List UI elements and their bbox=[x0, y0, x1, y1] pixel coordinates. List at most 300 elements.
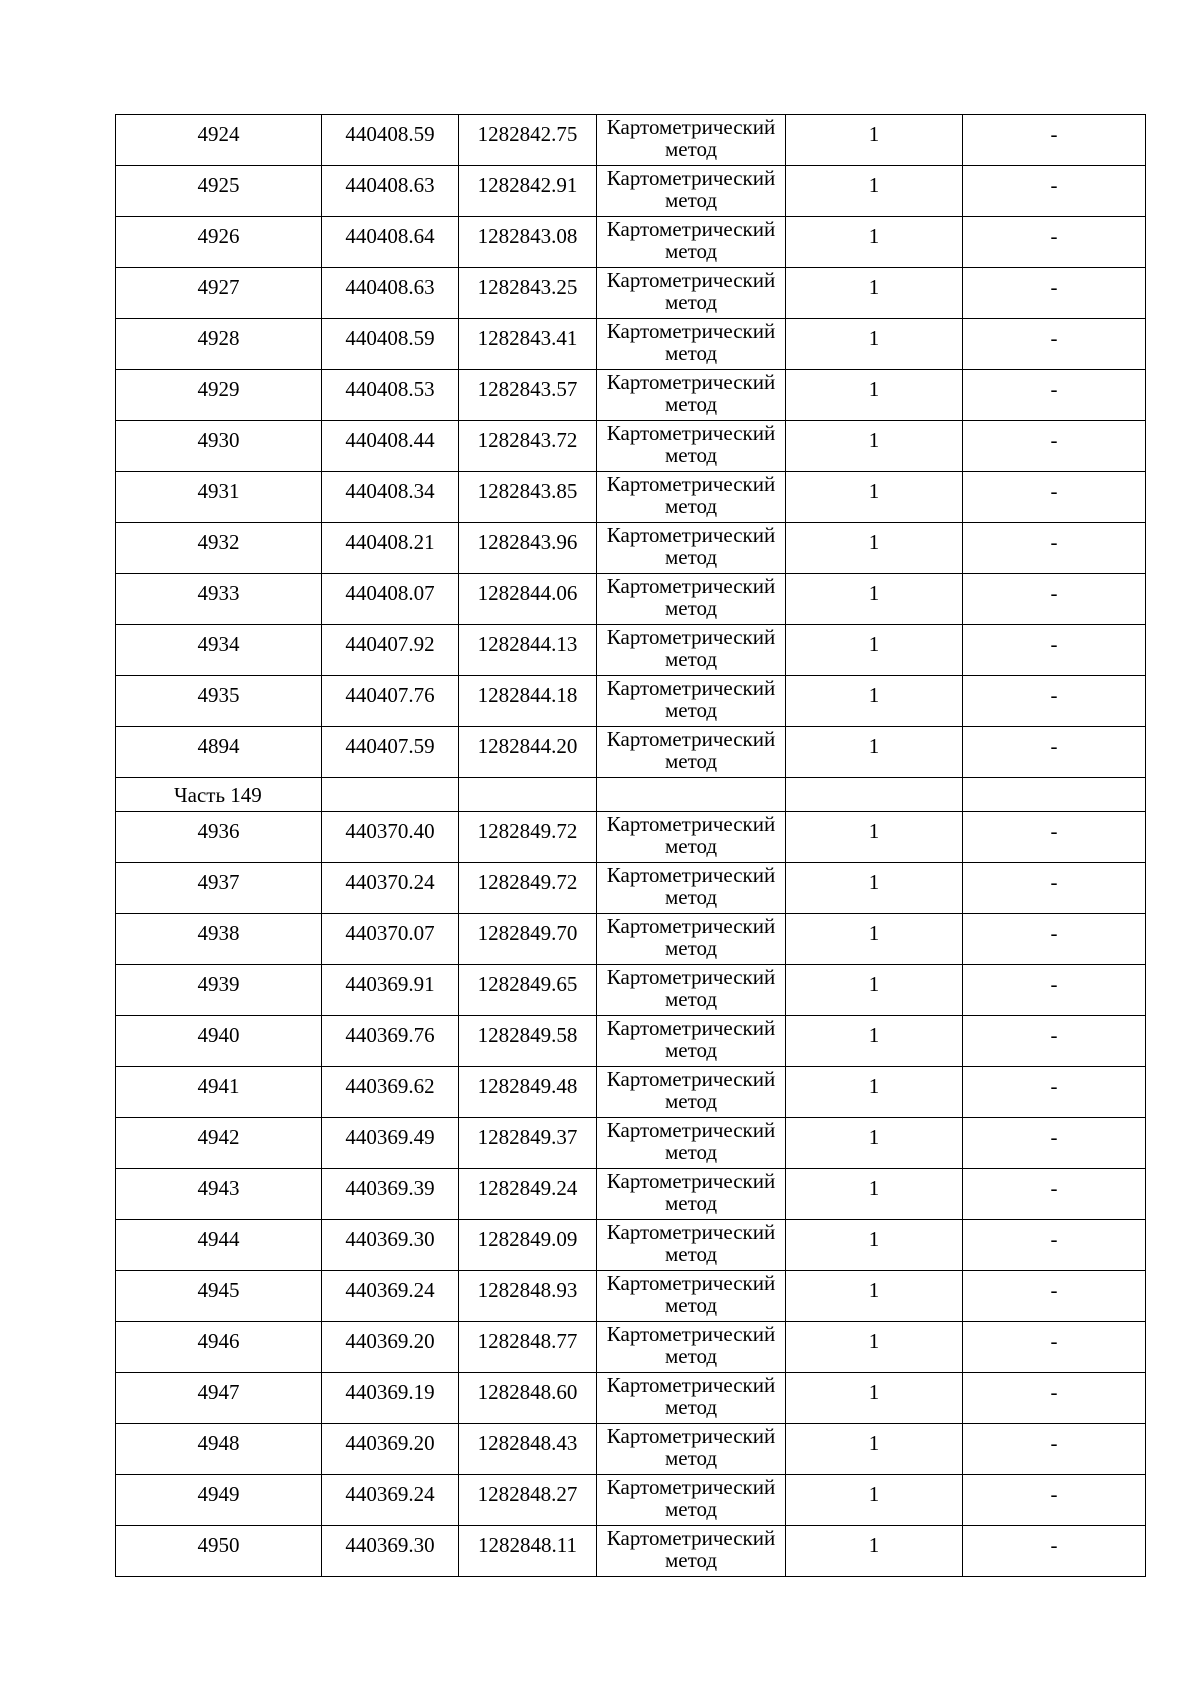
note-cell bbox=[963, 1271, 1146, 1322]
method-label-line1: Картометрический bbox=[606, 217, 776, 241]
note-value: - bbox=[1050, 1329, 1058, 1353]
x-coordinate-cell bbox=[322, 1220, 459, 1271]
accuracy-cell bbox=[786, 319, 963, 370]
method-label-line2: метод bbox=[664, 443, 718, 467]
x-coordinate-cell bbox=[322, 1373, 459, 1424]
y-coordinate-cell bbox=[459, 1424, 597, 1475]
x-coordinate-cell bbox=[322, 421, 459, 472]
method-cell bbox=[597, 1424, 786, 1475]
x-coordinate-cell bbox=[322, 914, 459, 965]
y-coordinate: 1282849.65 bbox=[477, 972, 578, 996]
method-cell bbox=[597, 1067, 786, 1118]
point-number-cell bbox=[116, 319, 322, 370]
table-row bbox=[116, 1475, 1146, 1526]
empty-cell bbox=[597, 778, 786, 812]
x-coordinate: 440369.62 bbox=[345, 1074, 435, 1098]
y-coordinate: 1282848.77 bbox=[477, 1329, 578, 1353]
x-coordinate: 440408.63 bbox=[345, 173, 435, 197]
y-coordinate: 1282843.72 bbox=[477, 428, 578, 452]
note-cell bbox=[963, 472, 1146, 523]
x-coordinate-cell bbox=[322, 217, 459, 268]
y-coordinate: 1282843.25 bbox=[477, 275, 578, 299]
point-number: 4924 bbox=[197, 122, 240, 146]
point-number: 4946 bbox=[197, 1329, 240, 1353]
accuracy-value: 1 bbox=[868, 1227, 880, 1251]
accuracy-value: 1 bbox=[868, 224, 880, 248]
point-number: 4894 bbox=[197, 734, 240, 758]
method-label-line1: Картометрический bbox=[606, 1169, 776, 1193]
method-cell bbox=[597, 727, 786, 778]
method-label-line2: метод bbox=[664, 698, 718, 722]
x-coordinate: 440407.92 bbox=[345, 632, 435, 656]
y-coordinate: 1282842.75 bbox=[477, 122, 578, 146]
accuracy-value: 1 bbox=[868, 1023, 880, 1047]
method-cell bbox=[597, 319, 786, 370]
method-label-line1: Картометрический bbox=[606, 676, 776, 700]
y-coordinate: 1282843.08 bbox=[477, 224, 578, 248]
table-row bbox=[116, 166, 1146, 217]
note-value: - bbox=[1050, 819, 1058, 843]
method-cell bbox=[597, 812, 786, 863]
x-coordinate-cell bbox=[322, 574, 459, 625]
x-coordinate: 440408.63 bbox=[345, 275, 435, 299]
x-coordinate: 440407.76 bbox=[345, 683, 435, 707]
accuracy-cell bbox=[786, 1169, 963, 1220]
x-coordinate-cell bbox=[322, 1322, 459, 1373]
note-value: - bbox=[1050, 921, 1058, 945]
note-value: - bbox=[1050, 1533, 1058, 1557]
method-label-line2: метод bbox=[664, 137, 718, 161]
method-label-line2: метод bbox=[664, 545, 718, 569]
x-coordinate-cell bbox=[322, 370, 459, 421]
y-coordinate-cell bbox=[459, 574, 597, 625]
x-coordinate: 440408.59 bbox=[345, 122, 435, 146]
y-coordinate-cell bbox=[459, 863, 597, 914]
empty-cell bbox=[459, 778, 597, 812]
x-coordinate: 440369.39 bbox=[345, 1176, 435, 1200]
table-row bbox=[116, 1169, 1146, 1220]
accuracy-cell bbox=[786, 421, 963, 472]
point-number: 4927 bbox=[197, 275, 240, 299]
y-coordinate-cell bbox=[459, 1220, 597, 1271]
note-cell bbox=[963, 217, 1146, 268]
point-number-cell bbox=[116, 863, 322, 914]
method-label-line1: Картометрический bbox=[606, 1373, 776, 1397]
accuracy-cell bbox=[786, 1067, 963, 1118]
accuracy-cell bbox=[786, 1322, 963, 1373]
note-value: - bbox=[1050, 326, 1058, 350]
y-coordinate: 1282844.18 bbox=[477, 683, 578, 707]
x-coordinate: 440408.64 bbox=[345, 224, 435, 248]
method-label-line2: метод bbox=[664, 936, 718, 960]
table-row bbox=[116, 812, 1146, 863]
table-row bbox=[116, 421, 1146, 472]
accuracy-value: 1 bbox=[868, 921, 880, 945]
note-cell bbox=[963, 863, 1146, 914]
x-coordinate: 440369.91 bbox=[345, 972, 435, 996]
point-number: 4925 bbox=[197, 173, 240, 197]
y-coordinate: 1282849.24 bbox=[477, 1176, 578, 1200]
note-value: - bbox=[1050, 1278, 1058, 1302]
method-label-line1: Картометрический bbox=[606, 421, 776, 445]
method-cell bbox=[597, 1475, 786, 1526]
note-cell bbox=[963, 574, 1146, 625]
accuracy-cell bbox=[786, 1271, 963, 1322]
x-coordinate: 440370.07 bbox=[345, 921, 435, 945]
note-cell bbox=[963, 1016, 1146, 1067]
note-value: - bbox=[1050, 224, 1058, 248]
method-label-line1: Картометрический bbox=[606, 523, 776, 547]
accuracy-value: 1 bbox=[868, 1278, 880, 1302]
accuracy-cell bbox=[786, 1016, 963, 1067]
x-coordinate-cell bbox=[322, 676, 459, 727]
point-number-cell bbox=[116, 1424, 322, 1475]
y-coordinate-cell bbox=[459, 1067, 597, 1118]
y-coordinate-cell bbox=[459, 421, 597, 472]
note-cell bbox=[963, 1169, 1146, 1220]
accuracy-value: 1 bbox=[868, 1431, 880, 1455]
note-value: - bbox=[1050, 632, 1058, 656]
y-coordinate-cell bbox=[459, 319, 597, 370]
x-coordinate: 440369.49 bbox=[345, 1125, 435, 1149]
point-number-cell bbox=[116, 965, 322, 1016]
accuracy-value: 1 bbox=[868, 1533, 880, 1557]
accuracy-value: 1 bbox=[868, 479, 880, 503]
method-label-line1: Картометрический bbox=[606, 1271, 776, 1295]
method-label-line1: Картометрический bbox=[606, 1067, 776, 1091]
y-coordinate-cell bbox=[459, 217, 597, 268]
accuracy-value: 1 bbox=[868, 1176, 880, 1200]
accuracy-cell bbox=[786, 268, 963, 319]
note-cell bbox=[963, 812, 1146, 863]
method-label-line2: метод bbox=[664, 1446, 718, 1470]
note-value: - bbox=[1050, 1380, 1058, 1404]
y-coordinate: 1282849.37 bbox=[477, 1125, 578, 1149]
note-value: - bbox=[1050, 1176, 1058, 1200]
accuracy-value: 1 bbox=[868, 1482, 880, 1506]
method-label-line1: Картометрический bbox=[606, 812, 776, 836]
y-coordinate-cell bbox=[459, 523, 597, 574]
method-cell bbox=[597, 676, 786, 727]
y-coordinate-cell bbox=[459, 115, 597, 166]
accuracy-cell bbox=[786, 574, 963, 625]
x-coordinate-cell bbox=[322, 625, 459, 676]
x-coordinate: 440408.44 bbox=[345, 428, 435, 452]
y-coordinate: 1282848.43 bbox=[477, 1431, 578, 1455]
method-cell bbox=[597, 574, 786, 625]
point-number: 4936 bbox=[197, 819, 240, 843]
table-row bbox=[116, 727, 1146, 778]
note-value: - bbox=[1050, 581, 1058, 605]
y-coordinate-cell bbox=[459, 727, 597, 778]
y-coordinate-cell bbox=[459, 166, 597, 217]
point-number-cell bbox=[116, 812, 322, 863]
method-label-line2: метод bbox=[664, 596, 718, 620]
table-row bbox=[116, 1271, 1146, 1322]
method-cell bbox=[597, 1118, 786, 1169]
point-number-cell bbox=[116, 1475, 322, 1526]
y-coordinate-cell bbox=[459, 1322, 597, 1373]
x-coordinate-cell bbox=[322, 1067, 459, 1118]
accuracy-cell bbox=[786, 166, 963, 217]
note-value: - bbox=[1050, 275, 1058, 299]
x-coordinate: 440408.53 bbox=[345, 377, 435, 401]
point-number: 4938 bbox=[197, 921, 240, 945]
accuracy-cell bbox=[786, 472, 963, 523]
x-coordinate-cell bbox=[322, 115, 459, 166]
point-number: 4934 bbox=[197, 632, 240, 656]
method-cell bbox=[597, 625, 786, 676]
method-cell bbox=[597, 472, 786, 523]
x-coordinate: 440370.40 bbox=[345, 819, 435, 843]
method-cell bbox=[597, 1373, 786, 1424]
point-number-cell bbox=[116, 1271, 322, 1322]
method-cell bbox=[597, 421, 786, 472]
method-label-line1: Картометрический bbox=[606, 1118, 776, 1142]
x-coordinate-cell bbox=[322, 863, 459, 914]
note-cell bbox=[963, 676, 1146, 727]
note-cell bbox=[963, 1424, 1146, 1475]
part-header-row bbox=[116, 778, 1146, 812]
method-label-line1: Картометрический bbox=[606, 472, 776, 496]
accuracy-value: 1 bbox=[868, 1380, 880, 1404]
x-coordinate: 440408.59 bbox=[345, 326, 435, 350]
note-value: - bbox=[1050, 870, 1058, 894]
method-cell bbox=[597, 965, 786, 1016]
accuracy-value: 1 bbox=[868, 581, 880, 605]
method-label-line1: Картометрический bbox=[606, 1475, 776, 1499]
point-number: 4929 bbox=[197, 377, 240, 401]
point-number-cell bbox=[116, 1322, 322, 1373]
accuracy-cell bbox=[786, 965, 963, 1016]
note-cell bbox=[963, 625, 1146, 676]
method-cell bbox=[597, 1322, 786, 1373]
x-coordinate: 440369.30 bbox=[345, 1227, 435, 1251]
point-number: 4926 bbox=[197, 224, 240, 248]
coordinates-table bbox=[115, 114, 1146, 1577]
method-label-line1: Картометрический bbox=[606, 1526, 776, 1550]
point-number-cell bbox=[116, 166, 322, 217]
x-coordinate: 440369.24 bbox=[345, 1482, 435, 1506]
x-coordinate-cell bbox=[322, 166, 459, 217]
method-label-line1: Картометрический bbox=[606, 914, 776, 938]
note-value: - bbox=[1050, 734, 1058, 758]
note-cell bbox=[963, 523, 1146, 574]
method-label-line2: метод bbox=[664, 647, 718, 671]
point-number-cell bbox=[116, 115, 322, 166]
part-label-cell bbox=[116, 778, 322, 812]
accuracy-cell bbox=[786, 625, 963, 676]
point-number: 4945 bbox=[197, 1278, 240, 1302]
y-coordinate: 1282843.41 bbox=[477, 326, 578, 350]
point-number-cell bbox=[116, 268, 322, 319]
note-value: - bbox=[1050, 972, 1058, 996]
x-coordinate-cell bbox=[322, 1526, 459, 1577]
table-row bbox=[116, 1067, 1146, 1118]
note-cell bbox=[963, 965, 1146, 1016]
y-coordinate: 1282843.85 bbox=[477, 479, 578, 503]
point-number: 4930 bbox=[197, 428, 240, 452]
method-label-line1: Картометрический bbox=[606, 319, 776, 343]
note-value: - bbox=[1050, 479, 1058, 503]
table-row bbox=[116, 1220, 1146, 1271]
method-cell bbox=[597, 523, 786, 574]
y-coordinate: 1282849.72 bbox=[477, 870, 578, 894]
y-coordinate-cell bbox=[459, 625, 597, 676]
x-coordinate: 440369.19 bbox=[345, 1380, 435, 1404]
note-cell bbox=[963, 1220, 1146, 1271]
note-cell bbox=[963, 268, 1146, 319]
point-number-cell bbox=[116, 727, 322, 778]
point-number: 4941 bbox=[197, 1074, 240, 1098]
note-cell bbox=[963, 421, 1146, 472]
method-label-line1: Картометрический bbox=[606, 1016, 776, 1040]
x-coordinate: 440370.24 bbox=[345, 870, 435, 894]
method-label-line2: метод bbox=[664, 1191, 718, 1215]
method-label-line1: Картометрический bbox=[606, 1424, 776, 1448]
y-coordinate: 1282842.91 bbox=[477, 173, 578, 197]
point-number-cell bbox=[116, 421, 322, 472]
accuracy-cell bbox=[786, 676, 963, 727]
accuracy-value: 1 bbox=[868, 1125, 880, 1149]
y-coordinate: 1282849.70 bbox=[477, 921, 578, 945]
method-cell bbox=[597, 1169, 786, 1220]
method-cell bbox=[597, 370, 786, 421]
accuracy-cell bbox=[786, 812, 963, 863]
point-number: 4932 bbox=[197, 530, 240, 554]
note-cell bbox=[963, 1322, 1146, 1373]
note-value: - bbox=[1050, 1482, 1058, 1506]
accuracy-cell bbox=[786, 115, 963, 166]
note-cell bbox=[963, 370, 1146, 421]
note-value: - bbox=[1050, 1125, 1058, 1149]
method-label-line2: метод bbox=[664, 188, 718, 212]
x-coordinate-cell bbox=[322, 268, 459, 319]
note-cell bbox=[963, 1067, 1146, 1118]
point-number: 4950 bbox=[197, 1533, 240, 1557]
part-label: Часть 149 bbox=[174, 782, 262, 807]
method-cell bbox=[597, 914, 786, 965]
note-value: - bbox=[1050, 1074, 1058, 1098]
method-label-line1: Картометрический bbox=[606, 1220, 776, 1244]
y-coordinate-cell bbox=[459, 1016, 597, 1067]
x-coordinate-cell bbox=[322, 965, 459, 1016]
method-cell bbox=[597, 1220, 786, 1271]
method-label-line1: Картометрический bbox=[606, 965, 776, 989]
y-coordinate-cell bbox=[459, 1169, 597, 1220]
method-label-line1: Картометрический bbox=[606, 625, 776, 649]
accuracy-value: 1 bbox=[868, 428, 880, 452]
point-number: 4948 bbox=[197, 1431, 240, 1455]
note-cell bbox=[963, 727, 1146, 778]
point-number-cell bbox=[116, 370, 322, 421]
y-coordinate: 1282849.72 bbox=[477, 819, 578, 843]
x-coordinate-cell bbox=[322, 1169, 459, 1220]
method-label-line2: метод bbox=[664, 1344, 718, 1368]
y-coordinate-cell bbox=[459, 812, 597, 863]
accuracy-cell bbox=[786, 863, 963, 914]
point-number-cell bbox=[116, 1118, 322, 1169]
x-coordinate: 440408.34 bbox=[345, 479, 435, 503]
table-row bbox=[116, 625, 1146, 676]
method-label-line2: метод bbox=[664, 1038, 718, 1062]
accuracy-value: 1 bbox=[868, 1329, 880, 1353]
y-coordinate-cell bbox=[459, 1118, 597, 1169]
y-coordinate-cell bbox=[459, 1526, 597, 1577]
y-coordinate-cell bbox=[459, 965, 597, 1016]
x-coordinate: 440408.21 bbox=[345, 530, 435, 554]
x-coordinate: 440369.76 bbox=[345, 1023, 435, 1047]
y-coordinate: 1282843.96 bbox=[477, 530, 578, 554]
accuracy-cell bbox=[786, 217, 963, 268]
y-coordinate-cell bbox=[459, 1373, 597, 1424]
point-number-cell bbox=[116, 523, 322, 574]
y-coordinate: 1282843.57 bbox=[477, 377, 578, 401]
point-number-cell bbox=[116, 625, 322, 676]
note-value: - bbox=[1050, 428, 1058, 452]
table-row bbox=[116, 1526, 1146, 1577]
x-coordinate: 440369.20 bbox=[345, 1431, 435, 1455]
y-coordinate: 1282848.60 bbox=[477, 1380, 578, 1404]
accuracy-cell bbox=[786, 1424, 963, 1475]
table-row bbox=[116, 863, 1146, 914]
point-number-cell bbox=[116, 1220, 322, 1271]
method-cell bbox=[597, 1526, 786, 1577]
table-row bbox=[116, 676, 1146, 727]
point-number: 4937 bbox=[197, 870, 240, 894]
method-label-line2: метод bbox=[664, 1548, 718, 1572]
accuracy-value: 1 bbox=[868, 683, 880, 707]
note-value: - bbox=[1050, 122, 1058, 146]
method-label-line2: метод bbox=[664, 1395, 718, 1419]
point-number: 4944 bbox=[197, 1227, 240, 1251]
y-coordinate: 1282848.27 bbox=[477, 1482, 578, 1506]
y-coordinate-cell bbox=[459, 268, 597, 319]
table-row bbox=[116, 217, 1146, 268]
y-coordinate: 1282849.09 bbox=[477, 1227, 578, 1251]
x-coordinate-cell bbox=[322, 1475, 459, 1526]
point-number: 4940 bbox=[197, 1023, 240, 1047]
point-number: 4939 bbox=[197, 972, 240, 996]
empty-cell bbox=[322, 778, 459, 812]
table-row bbox=[116, 319, 1146, 370]
accuracy-cell bbox=[786, 1118, 963, 1169]
method-label-line1: Картометрический bbox=[606, 166, 776, 190]
note-value: - bbox=[1050, 377, 1058, 401]
accuracy-cell bbox=[786, 727, 963, 778]
y-coordinate: 1282844.06 bbox=[477, 581, 578, 605]
method-label-line2: метод bbox=[664, 341, 718, 365]
coordinates-table-body bbox=[116, 115, 1146, 1577]
accuracy-value: 1 bbox=[868, 377, 880, 401]
point-number-cell bbox=[116, 914, 322, 965]
accuracy-value: 1 bbox=[868, 972, 880, 996]
method-cell bbox=[597, 1271, 786, 1322]
x-coordinate: 440369.30 bbox=[345, 1533, 435, 1557]
y-coordinate-cell bbox=[459, 1271, 597, 1322]
method-label-line1: Картометрический bbox=[606, 115, 776, 139]
x-coordinate-cell bbox=[322, 1016, 459, 1067]
note-cell bbox=[963, 1475, 1146, 1526]
y-coordinate-cell bbox=[459, 914, 597, 965]
accuracy-cell bbox=[786, 1373, 963, 1424]
accuracy-value: 1 bbox=[868, 870, 880, 894]
table-row bbox=[116, 965, 1146, 1016]
x-coordinate-cell bbox=[322, 1271, 459, 1322]
note-cell bbox=[963, 1118, 1146, 1169]
method-label-line2: метод bbox=[664, 1140, 718, 1164]
point-number: 4931 bbox=[197, 479, 240, 503]
